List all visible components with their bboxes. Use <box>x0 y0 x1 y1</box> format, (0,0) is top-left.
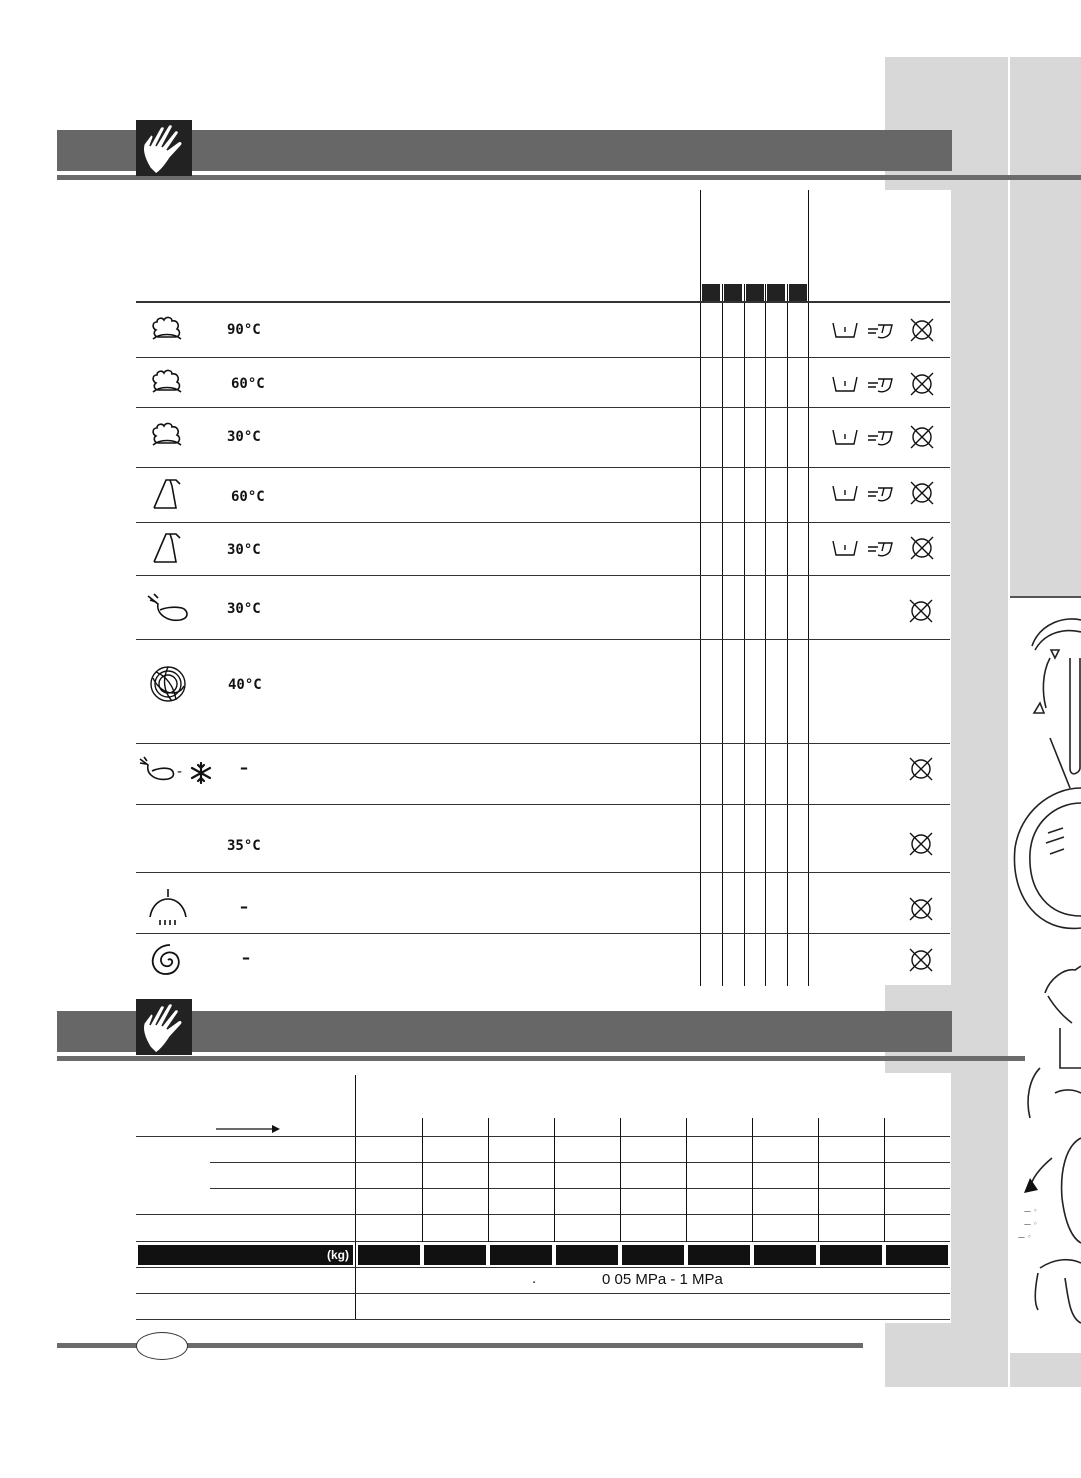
temperature-label: 60°C <box>231 376 265 392</box>
grid-column <box>808 190 809 986</box>
svg-text:— ◦: — ◦ <box>1024 1220 1038 1228</box>
table-divider <box>355 1075 356 1319</box>
kg-label: (kg) <box>327 1248 349 1262</box>
wool-icon <box>148 664 188 704</box>
temperature-label: – <box>242 948 250 967</box>
table-line <box>136 1136 950 1137</box>
grid-column <box>722 284 723 986</box>
kg-value-cell <box>490 1245 552 1265</box>
water-pressure-value: 0 05 MPa - 1 MPa <box>602 1271 723 1288</box>
table-column <box>554 1118 555 1242</box>
side-white-strip <box>885 1073 951 1323</box>
svg-text:— ◦: — ◦ <box>1024 1207 1038 1215</box>
care-icons-group <box>832 424 938 454</box>
row-separator <box>136 933 950 934</box>
page-number-oval <box>136 1332 188 1360</box>
care-icons-group <box>832 535 938 565</box>
table-line <box>210 1188 950 1189</box>
row-separator <box>136 639 950 640</box>
rinse-icon <box>146 887 190 929</box>
table-line <box>136 1214 950 1215</box>
row-separator <box>136 522 950 523</box>
table-column <box>686 1118 687 1242</box>
delicate-icon <box>146 592 190 626</box>
side-white-strip <box>885 190 951 985</box>
spin-icon <box>148 941 188 979</box>
temperature-label: 40°C <box>228 677 262 693</box>
grid-column <box>744 284 745 986</box>
separator-dash: - <box>177 764 183 780</box>
table-column <box>488 1118 489 1242</box>
temperature-label: 30°C <box>227 601 261 617</box>
kg-value-cell <box>424 1245 486 1265</box>
synthetic-icon <box>152 476 182 512</box>
cotton-icon <box>150 422 184 450</box>
no-dryclean-icon <box>909 947 933 977</box>
table-column <box>752 1118 753 1242</box>
grid-column <box>765 284 766 986</box>
section-header-line <box>57 175 1081 180</box>
no-dryclean-icon <box>909 896 933 926</box>
temperature-label: 35°C <box>227 838 261 854</box>
dot-mark: . <box>532 1270 537 1287</box>
delicate-cold-icon <box>138 755 178 785</box>
row-separator <box>136 357 950 358</box>
illustration-drawing <box>1010 598 1081 1353</box>
column-marker <box>789 284 807 301</box>
hand-icon <box>136 999 192 1055</box>
kg-value-cell <box>622 1245 684 1265</box>
svg-text:— ◦: — ◦ <box>1018 1233 1032 1241</box>
temperature-label: – <box>240 897 248 916</box>
no-dryclean-icon <box>909 756 933 786</box>
column-marker <box>746 284 764 301</box>
cotton-icon <box>150 369 184 397</box>
row-separator <box>136 804 950 805</box>
kg-label-cell <box>138 1245 353 1265</box>
table-column <box>884 1118 885 1242</box>
row-separator <box>136 743 950 744</box>
kg-value-cell <box>820 1245 882 1265</box>
row-separator <box>136 467 950 468</box>
iron-icon <box>868 325 892 338</box>
column-marker <box>702 284 720 301</box>
grid-column <box>787 284 788 986</box>
table-column <box>620 1118 621 1242</box>
kg-value-cell <box>886 1245 948 1265</box>
row-separator <box>136 575 950 576</box>
table-line <box>136 1319 950 1320</box>
table-header-line <box>136 301 950 303</box>
care-icons-group <box>832 480 938 510</box>
care-icons-group <box>832 371 938 401</box>
snowflake-icon <box>190 762 212 784</box>
no-dryclean-icon <box>909 831 933 861</box>
temperature-label: 30°C <box>227 429 261 445</box>
washing-machine-illustration <box>1010 598 1081 1353</box>
column-marker <box>767 284 785 301</box>
cotton-icon <box>150 316 184 344</box>
temperature-label: 90°C <box>227 322 261 338</box>
table-line <box>210 1162 950 1163</box>
kg-value-cell <box>556 1245 618 1265</box>
table-line <box>136 1241 950 1242</box>
synthetic-icon <box>152 530 182 566</box>
table-line <box>136 1267 950 1268</box>
no-dryclean-icon <box>909 598 933 628</box>
table-line <box>136 1293 950 1294</box>
grid-column <box>700 190 701 986</box>
hand-icon <box>136 120 192 176</box>
table-column <box>422 1118 423 1242</box>
kg-value-cell <box>688 1245 750 1265</box>
temperature-label: 30°C <box>227 542 261 558</box>
section-header-line <box>57 1056 1025 1061</box>
kg-value-cell <box>358 1245 420 1265</box>
row-separator <box>136 872 950 873</box>
row-separator <box>136 407 950 408</box>
care-icons-group <box>832 317 938 347</box>
column-marker <box>724 284 742 301</box>
temperature-label: – <box>240 758 248 777</box>
table-column <box>818 1118 819 1242</box>
kg-value-cell <box>754 1245 816 1265</box>
temperature-label: 60°C <box>231 489 265 505</box>
